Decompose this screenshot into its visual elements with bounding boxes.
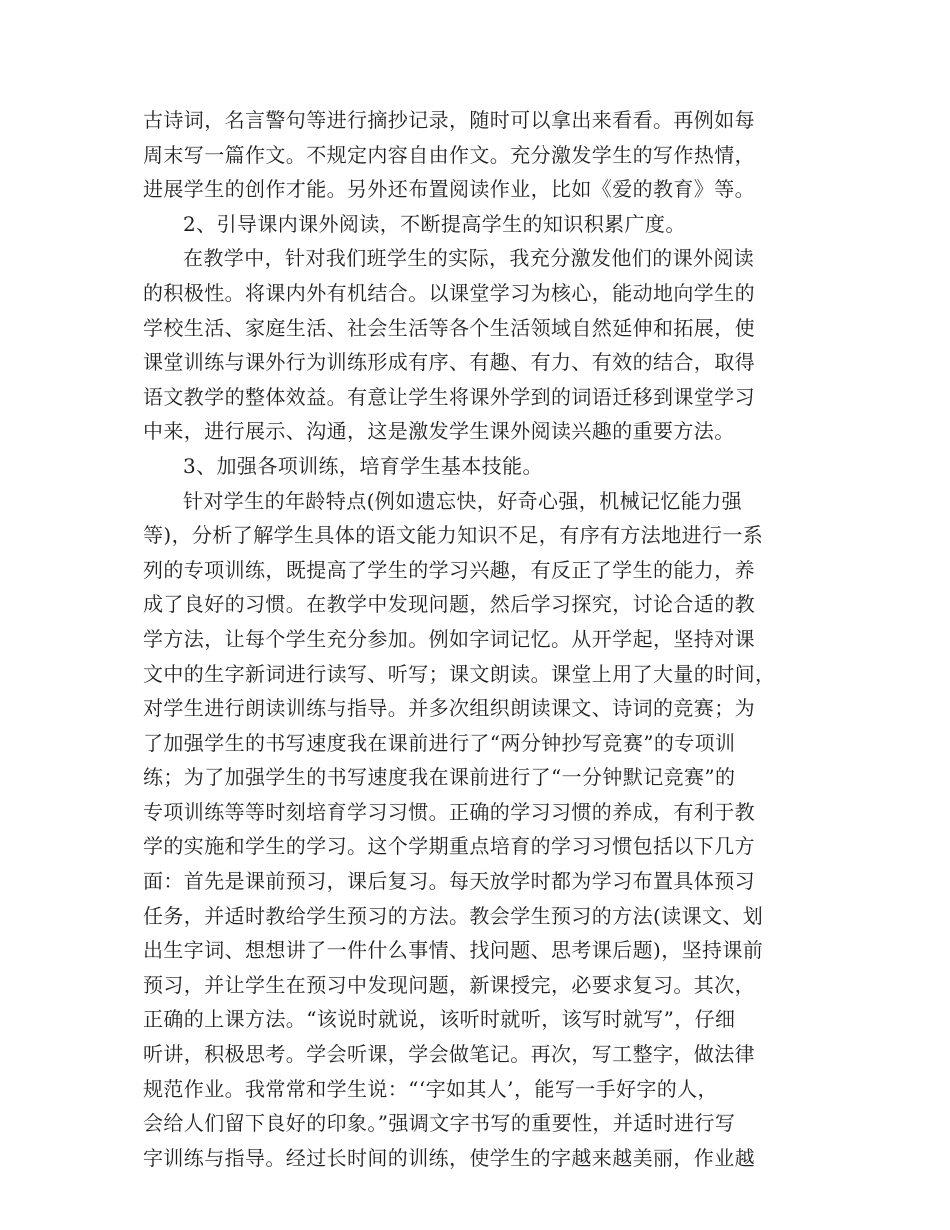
text-line: 学校生活、家庭生活、社会生活等各个生活领域自然延伸和拓展，使	[143, 315, 755, 340]
text-line: 出生字词、想想讲了一件什么事情、找问题、思考课后题)，坚持课前	[143, 938, 764, 963]
text-line: 2、引导课内课外阅读，不断提高学生的知识积累广度。	[183, 211, 686, 236]
text-line: 对学生进行朗读训练与指导。并多次组织朗读课文、诗词的竞赛；为	[143, 696, 755, 721]
text-line: 了加强学生的书写速度我在课前进行了“两分钟抄写竞赛”的专项训	[143, 730, 736, 755]
text-line: 3、加强各项训练，培育学生基本技能。	[183, 453, 543, 478]
text-line: 中来，进行展示、沟通，这是激发学生课外阅读兴趣的重要方法。	[143, 419, 735, 444]
text-line: 面：首先是课前预习，课后复习。每天放学时都为学习布置具体预习	[143, 869, 755, 894]
text-line: 成了良好的习惯。在教学中发现问题，然后学习探究，讨论合适的教	[143, 592, 755, 617]
text-line: 的积极性。将课内外有机结合。以课堂学习为核心，能动地向学生的	[143, 280, 755, 305]
text-line: 学的实施和学生的学习。这个学期重点培育的学习习惯包括以下几方	[143, 834, 755, 859]
text-line: 等)，分析了解学生具体的语文能力知识不足，有序有方法地进行一系	[143, 523, 764, 548]
text-line: 古诗词，名言警句等进行摘抄记录，随时可以拿出来看看。再例如每	[143, 108, 755, 132]
text-line: 学方法，让每个学生充分参加。例如字词记忆。从开学起，坚持对课	[143, 626, 755, 651]
text-line: 文中的生字新词进行读写、听写；课文朗读。课堂上用了大量的时间，	[143, 661, 776, 686]
text-line: 专项训练等等时刻培育学习习惯。正确的学习习惯的养成，有利于教	[143, 799, 755, 824]
text-line: 在教学中，针对我们班学生的实际，我充分激发他们的课外阅读	[183, 246, 755, 271]
text-line: 预习，并让学生在预习中发现问题，新课授完，必要求复习。其次，	[143, 972, 755, 997]
text-line: 周末写一篇作文。不规定内容自由作文。充分激发学生的写作热情，	[143, 142, 755, 167]
text-line: 课堂训练与课外行为训练形成有序、有趣、有力、有效的结合，取得	[143, 350, 755, 375]
text-line: 字训练与指导。经过长时间的训练，使学生的字越来越美丽，作业越	[143, 1145, 755, 1170]
text-line: 列的专项训练，既提高了学生的学习兴趣，有反正了学生的能力，养	[143, 557, 755, 582]
text-line: 进展学生的创作才能。另外还布置阅读作业，比如《爱的教育》等。	[143, 177, 755, 202]
text-line: 针对学生的年龄特点(例如遗忘快，好奇心强，机械记忆能力强	[183, 488, 743, 513]
text-line: 听讲，积极思考。学会听课，学会做笔记。再次，写工整字，做法律	[143, 1042, 755, 1067]
text-line: 会给人们留下良好的印象。”强调文字书写的重要性，并适时进行写	[143, 1111, 736, 1136]
body-text	[143, 103, 808, 1175]
text-line: 任务，并适时教给学生预习的方法。教会学生预习的方法(读课文、划	[143, 903, 764, 928]
text-line: 规范作业。我常常和学生说：“‘字如其人’，能写一手好字的人，	[143, 1076, 718, 1101]
text-line: 练；为了加强学生的书写速度我在课前进行了“一分钟默记竞赛”的	[143, 765, 736, 790]
text-line: 正确的上课方法。“该说时就说，该听时就听，该写时就写”，仔细	[143, 1007, 736, 1032]
text-line: 语文教学的整体效益。有意让学生将课外学到的词语迁移到课堂学习	[143, 384, 755, 409]
